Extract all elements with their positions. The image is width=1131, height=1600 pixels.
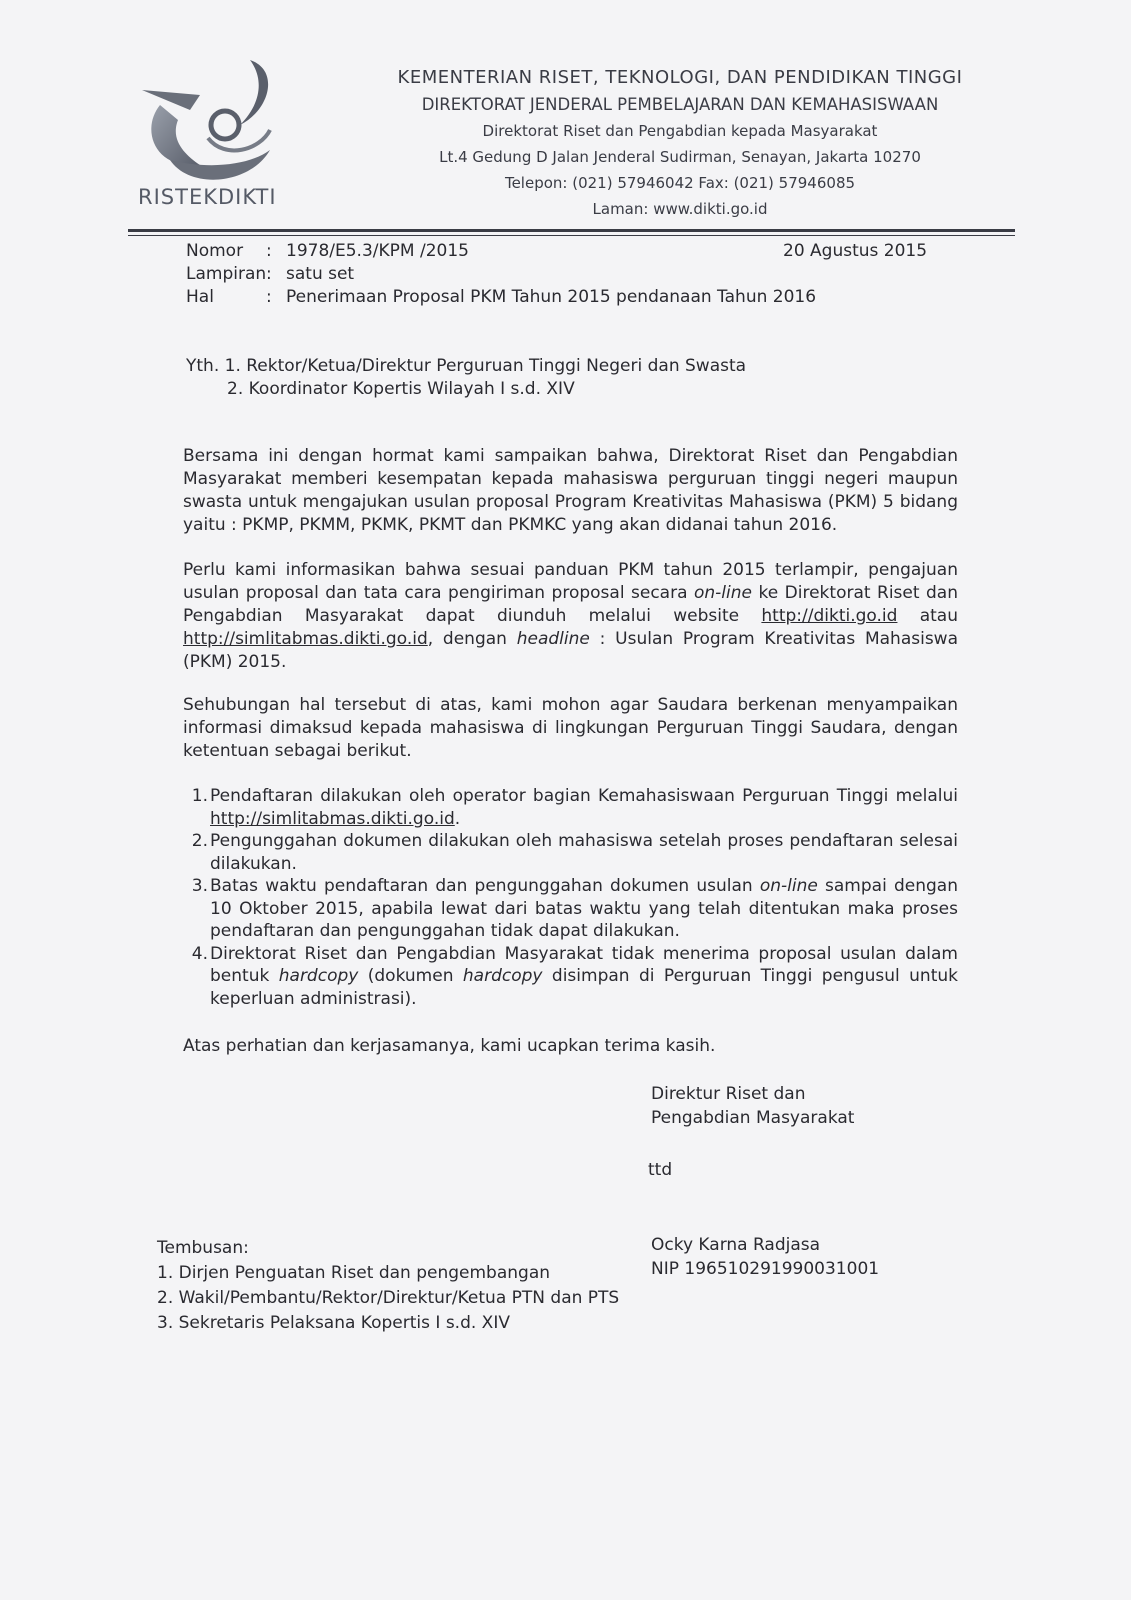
dikti-link[interactable]: http://dikti.go.id bbox=[761, 606, 898, 626]
recipient-2: 2. Koordinator Kopertis Wilayah I s.d. XIV bbox=[227, 379, 575, 399]
signature-title-line2: Pengabdian Masyarakat bbox=[651, 1108, 855, 1128]
list-item bbox=[183, 830, 958, 875]
signature-title bbox=[651, 1082, 854, 1130]
signatory-nip: NIP 196510291990031001 bbox=[651, 1259, 880, 1279]
meta-nomor bbox=[186, 240, 816, 263]
office-phone: Telepon: (021) 57946042 Fax: (021) 57946085 bbox=[504, 174, 856, 192]
online-term: on-line bbox=[759, 876, 818, 896]
letterhead bbox=[360, 64, 1000, 222]
paragraph-guidance bbox=[183, 559, 958, 674]
paragraph-intro: Bersama ini dengan hormat kami sampaikan bahwa, Direktorat Riset dan Pengabdian Masyarakat memberi kesempatan kepada mahasiswa perguruan tinggi negeri maupun swasta untuk mengajukan usulan proposal Program Kreativitas Mahasiswa (PKM) 5 bidang yaitu : PKMP, PKMM, PKMK, PKMT dan PKMKC yang akan didanai tahun 2016. bbox=[183, 446, 958, 535]
recipient-1: Yth. 1. Rektor/Ketua/Direktur Perguruan Tinggi Negeri dan Swasta bbox=[186, 356, 747, 376]
hardcopy-term: hardcopy bbox=[462, 966, 543, 986]
list-text-part: (dokumen bbox=[358, 966, 463, 986]
list-number: 1. bbox=[191, 786, 208, 806]
tembusan-item: 1. Dirjen Penguatan Riset dan pengembangan bbox=[157, 1263, 551, 1283]
ristekdikti-logo bbox=[130, 50, 290, 215]
list-text-part: sampai dengan 10 Oktober 2015, apabila lewat dari batas waktu yang telah ditentukan maka proses pendaftaran dan pengunggahan tidak dapat dilakukan. bbox=[210, 876, 958, 941]
logo-wordmark: RISTEKDIKTI bbox=[138, 185, 277, 209]
tembusan-item: 3. Sekretaris Pelaksana Kopertis I s.d. XIV bbox=[157, 1313, 510, 1333]
provisions-list bbox=[183, 785, 958, 1010]
list-text-part: disimpan di Perguruan Tinggi pengusul untuk keperluan administrasi). bbox=[210, 966, 958, 1009]
signatory-block bbox=[651, 1233, 879, 1281]
ministry-name: KEMENTERIAN RISET, TEKNOLOGI, DAN PENDIDIKAN TINGGI bbox=[397, 67, 963, 88]
signature-title-line1: Direktur Riset dan bbox=[651, 1084, 806, 1104]
paragraph-guidance-text: atau bbox=[897, 606, 959, 626]
letterhead-rule-thick bbox=[128, 229, 1015, 232]
list-text-part: Pendaftaran dilakukan oleh operator bagian Kemahasiswaan Perguruan Tinggi melalui bbox=[210, 786, 958, 806]
online-term: on-line bbox=[694, 583, 752, 603]
letter-meta bbox=[186, 240, 816, 309]
tembusan-item: 2. Wakil/Pembantu/Rektor/Direktur/Ketua PTN dan PTS bbox=[157, 1288, 620, 1308]
tembusan-label: Tembusan: bbox=[157, 1238, 249, 1258]
list-text-part: . bbox=[454, 808, 461, 829]
list-item bbox=[183, 943, 958, 1011]
list-text bbox=[210, 785, 958, 830]
directorate-general-name: DIREKTORAT JENDERAL PEMBELAJARAN DAN KEMAHASISWAAN bbox=[421, 95, 939, 114]
list-item bbox=[183, 785, 958, 830]
meta-separator: : bbox=[266, 287, 272, 307]
paragraph-guidance-text: Perlu kami informasikan bahwa sesuai panduan PKM tahun 2015 terlampir, pengajuan usulan proposal dan tata cara pengiriman proposal secara bbox=[183, 560, 958, 603]
directorate-name: Direktorat Riset dan Pengabdian kepada Masyarakat bbox=[482, 122, 878, 140]
list-text bbox=[210, 875, 958, 943]
hal-label: Hal bbox=[186, 287, 214, 307]
list-number: 3. bbox=[191, 876, 208, 896]
hardcopy-term: hardcopy bbox=[278, 966, 359, 986]
list-number: 4. bbox=[191, 943, 208, 964]
letterhead-rule-thin bbox=[128, 235, 1015, 236]
closing-remark: Atas perhatian dan kerjasamanya, kami ucapkan terima kasih. bbox=[183, 1036, 716, 1056]
office-website: Laman: www.dikti.go.id bbox=[592, 200, 768, 218]
office-address: Lt.4 Gedung D Jalan Jenderal Sudirman, Senayan, Jakarta 10270 bbox=[439, 148, 921, 166]
nomor-label: Nomor bbox=[186, 241, 244, 261]
signatory-name: Ocky Karna Radjasa bbox=[651, 1235, 821, 1255]
list-number: 2. bbox=[191, 831, 208, 851]
paragraph-request: Sehubungan hal tersebut di atas, kami mohon agar Saudara berkenan menyampaikan informasi dimaksud kepada mahasiswa di lingkungan Perguruan Tinggi Saudara, dengan ketentuan sebagai berikut. bbox=[183, 695, 958, 761]
nomor-value: 1978/E5.3/KPM /2015 bbox=[286, 241, 469, 261]
recipients bbox=[186, 355, 746, 401]
list-text-part: Direktorat Riset dan Pengabdian Masyarakat tidak menerima proposal usulan dalam bentuk bbox=[210, 943, 958, 986]
list-item bbox=[183, 875, 958, 943]
tembusan-block bbox=[157, 1236, 619, 1336]
lampiran-value: satu set bbox=[286, 264, 355, 284]
list-text: Pengunggahan dokumen dilakukan oleh mahasiswa setelah proses pendaftaran selesai dilakukan. bbox=[210, 831, 958, 874]
signature-ttd: ttd bbox=[648, 1160, 673, 1180]
paragraph-guidance-text: , dengan bbox=[427, 629, 517, 649]
simlitabmas-link[interactable]: http://simlitabmas.dikti.go.id bbox=[183, 629, 428, 649]
hal-value: Penerimaan Proposal PKM Tahun 2015 pendanaan Tahun 2016 bbox=[286, 287, 817, 307]
meta-separator: : bbox=[266, 241, 272, 261]
lampiran-label: Lampiran bbox=[186, 264, 267, 284]
meta-separator: : bbox=[266, 264, 272, 284]
list-text bbox=[210, 943, 958, 1011]
paragraph-guidance-text: : Usulan Program Kreativitas Mahasiswa (PKM) 2015. bbox=[183, 629, 958, 672]
paragraph-guidance-text: ke Direktorat Riset dan Pengabdian Masyarakat dapat diunduh melalui website bbox=[183, 583, 959, 626]
ristekdikti-emblem-icon bbox=[130, 50, 290, 190]
headline-term: headline bbox=[516, 629, 590, 649]
letter-date: 20 Agustus 2015 bbox=[783, 241, 928, 261]
meta-hal bbox=[186, 286, 816, 309]
list-text-part: Batas waktu pendaftaran dan pengunggahan dokumen usulan bbox=[210, 876, 760, 896]
meta-lampiran bbox=[186, 263, 816, 286]
simlitabmas-link[interactable]: http://simlitabmas.dikti.go.id bbox=[210, 808, 455, 829]
